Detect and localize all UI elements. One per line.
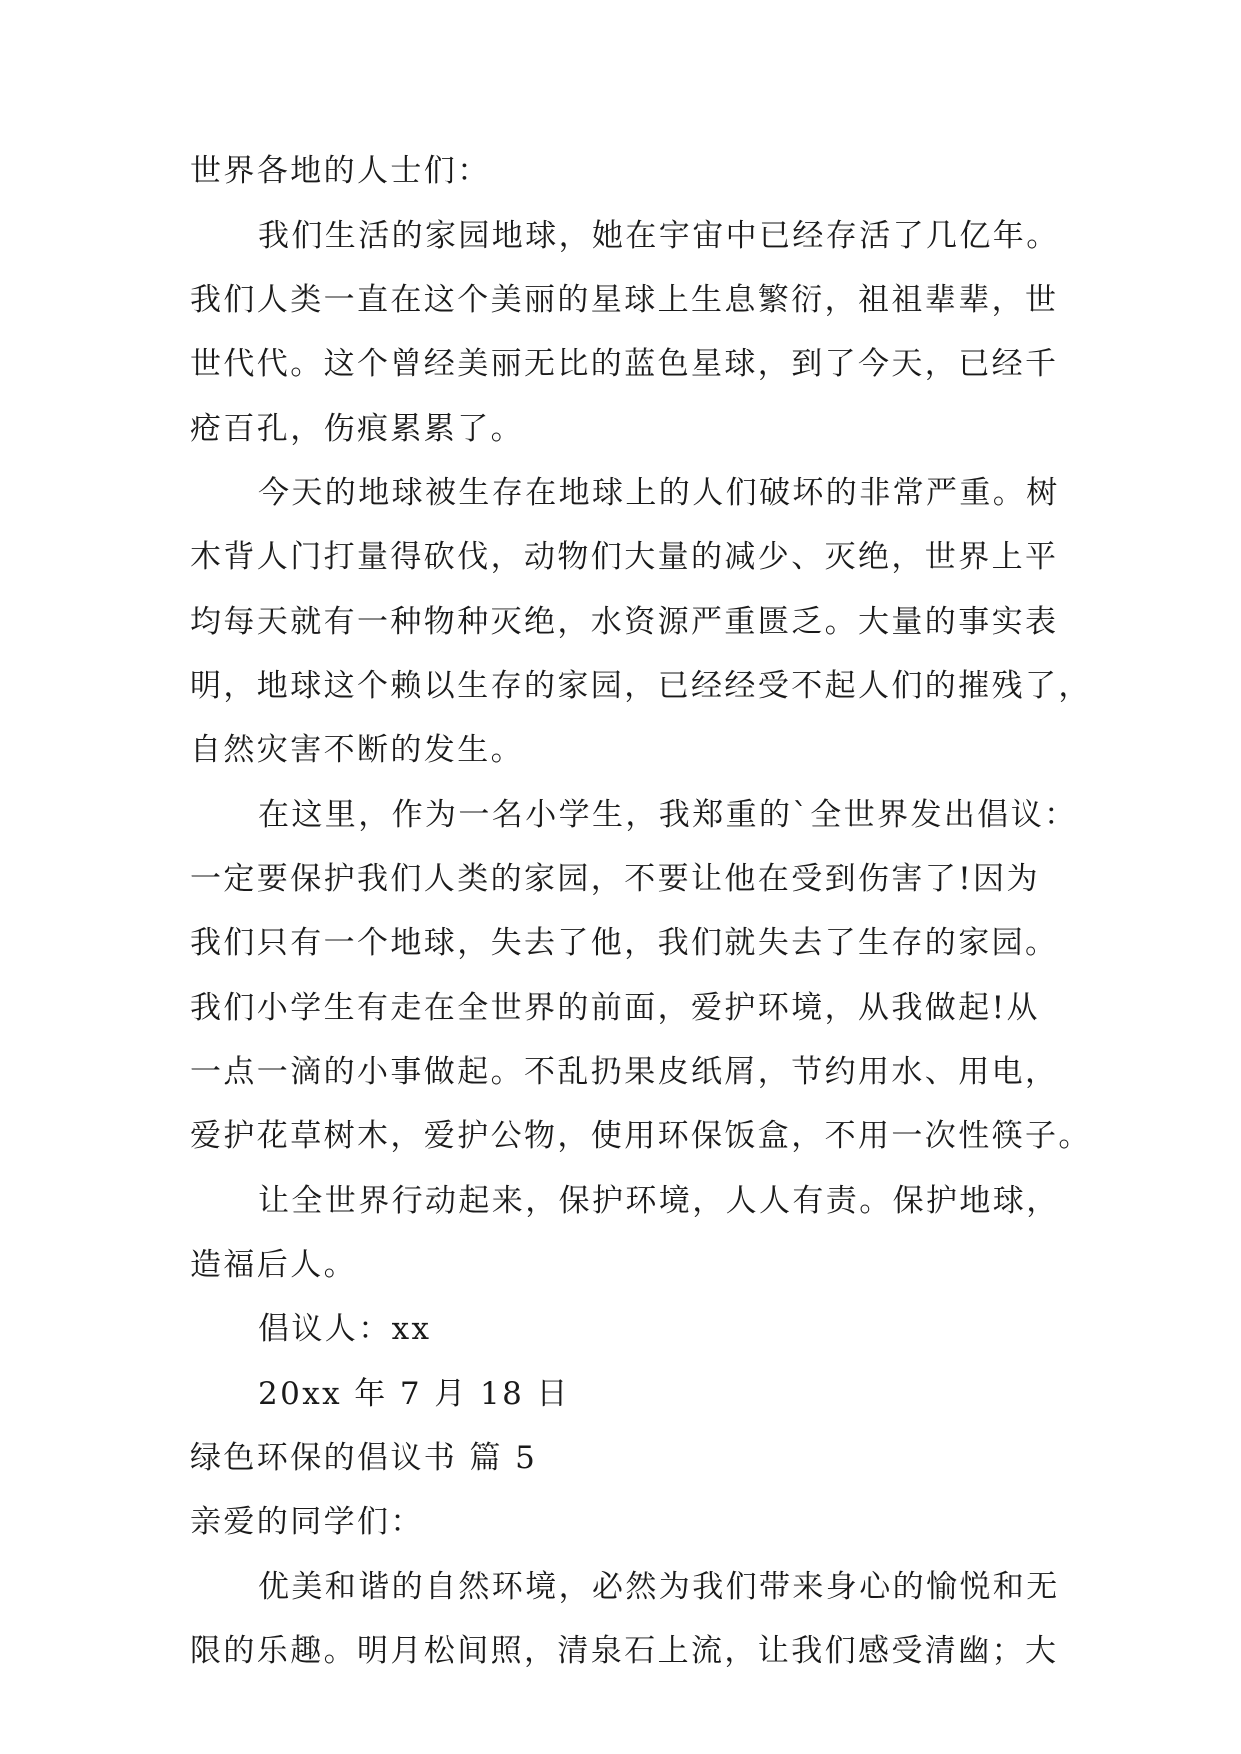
paragraph-line: 木背人门打量得砍伐，动物们大量的减少、灭绝，世界上平 <box>190 539 1059 575</box>
salutation-line: 亲爱的同学们： <box>190 1504 424 1540</box>
paragraph-line: 自然灾害不断的发生。 <box>190 732 524 768</box>
paragraph-line: 一点一滴的小事做起。不乱扔果皮纸屑，节约用水、用电， <box>190 1054 1059 1090</box>
signature-line: 倡议人：xx <box>258 1311 432 1347</box>
section-heading: 绿色环保的倡议书 篇 5 <box>190 1440 538 1476</box>
paragraph-line: 我们小学生有走在全世界的前面，爱护环境，从我做起!从 <box>190 990 1040 1026</box>
paragraph-line: 均每天就有一种物种灭绝，水资源严重匮乏。大量的事实表 <box>190 604 1059 640</box>
paragraph-line: 我们人类一直在这个美丽的星球上生息繁衍，祖祖辈辈，世 <box>190 282 1059 318</box>
salutation-line: 世界各地的人士们： <box>190 153 491 189</box>
paragraph-line: 一定要保护我们人类的家园，不要让他在受到伤害了!因为 <box>190 861 1040 897</box>
paragraph-line: 疮百孔，伤痕累累了。 <box>190 411 524 447</box>
paragraph-line: 今天的地球被生存在地球上的人们破坏的非常严重。树 <box>258 475 1060 511</box>
paragraph-line: 限的乐趣。明月松间照，清泉石上流，让我们感受清幽；大 <box>190 1633 1059 1669</box>
paragraph-line: 世代代。这个曾经美丽无比的蓝色星球，到了今天，已经千 <box>190 346 1059 382</box>
paragraph-line: 优美和谐的自然环境，必然为我们带来身心的愉悦和无 <box>258 1569 1060 1605</box>
paragraph-line: 明，地球这个赖以生存的家园，已经经受不起人们的摧残了， <box>190 668 1092 704</box>
paragraph-line: 让全世界行动起来，保护环境，人人有责。保护地球， <box>258 1183 1060 1219</box>
paragraph-line: 造福后人。 <box>190 1247 357 1283</box>
paragraph-line: 我们生活的家园地球，她在宇宙中已经存活了几亿年。 <box>258 218 1060 254</box>
paragraph-line: 在这里，作为一名小学生，我郑重的`全世界发出倡议： <box>258 797 1078 833</box>
date-line: 20xx 年 7 月 18 日 <box>258 1376 570 1412</box>
paragraph-line: 爱护花草树木，爱护公物，使用环保饭盒，不用一次性筷子。 <box>190 1118 1092 1154</box>
paragraph-line: 我们只有一个地球，失去了他，我们就失去了生存的家园。 <box>190 925 1059 961</box>
